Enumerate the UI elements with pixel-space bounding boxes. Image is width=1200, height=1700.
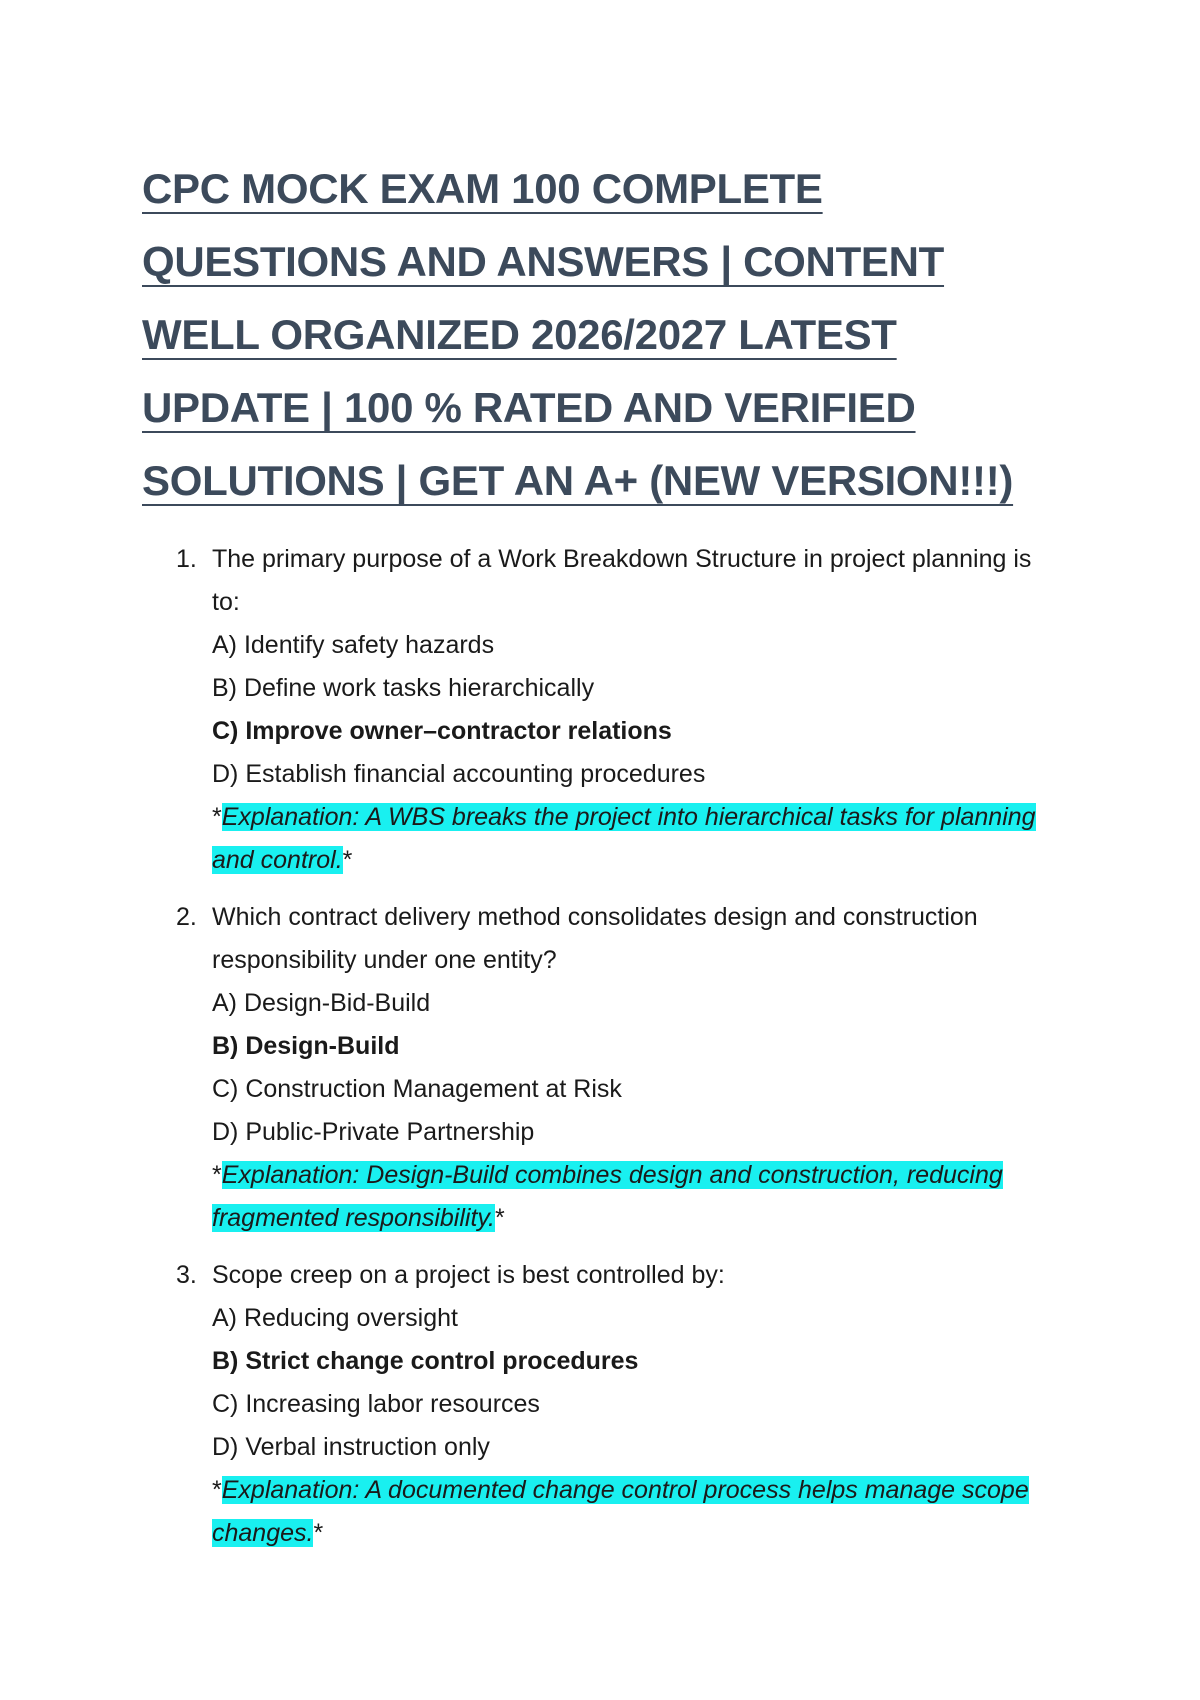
question-item bbox=[176, 538, 1056, 882]
answer-option-a: A) Design-Bid-Build bbox=[212, 989, 431, 1017]
explanation bbox=[212, 796, 1056, 882]
answer-option-d: D) Public-Private Partnership bbox=[212, 1118, 535, 1146]
answer-option-c: C) Construction Management at Risk bbox=[212, 1075, 622, 1103]
explanation-suffix: * bbox=[495, 1204, 505, 1232]
document-title: CPC MOCK EXAM 100 COMPLETE QUESTIONS AND ANSWERS | CONTENT WELL ORGANIZED 2026/2027 LATEST UPDATE | 100 % RATED AND VERIFIED SOLUTIONS | GET AN A+ (NEW VERSION!!!) bbox=[142, 165, 1014, 504]
question-number: 1. bbox=[176, 545, 197, 573]
explanation bbox=[212, 1469, 1056, 1555]
explanation-suffix: * bbox=[342, 846, 353, 874]
answer-option-a: A) Reducing oversight bbox=[212, 1304, 458, 1332]
answer-option-b: B) Design-Build bbox=[212, 1032, 400, 1060]
question-item bbox=[176, 1254, 1056, 1555]
explanation-text: Explanation: A WBS breaks the project into hierarchical tasks for planning and control. bbox=[212, 803, 1036, 874]
question-number: 3. bbox=[176, 1261, 197, 1289]
answer-option-d: D) Verbal instruction only bbox=[212, 1433, 490, 1461]
question-number: 2. bbox=[176, 903, 197, 931]
explanation-prefix: * bbox=[212, 1161, 222, 1189]
answer-option-c: C) Improve owner–contractor relations bbox=[212, 717, 672, 745]
explanation-text: Explanation: A documented change control process helps manage scope changes. bbox=[212, 1476, 1029, 1547]
explanation-text: Explanation: Design-Build combines design and construction, reducing fragmented responsibility. bbox=[212, 1161, 1003, 1232]
answer-option-c: C) Increasing labor resources bbox=[212, 1390, 540, 1418]
answer-option-d: D) Establish financial accounting procedures bbox=[212, 760, 706, 788]
answer-option-b: B) Define work tasks hierarchically bbox=[212, 674, 595, 702]
explanation-prefix: * bbox=[212, 803, 222, 831]
explanation bbox=[212, 1154, 1056, 1240]
answer-option-a: A) Identify safety hazards bbox=[212, 631, 495, 659]
question-text: The primary purpose of a Work Breakdown Structure in project planning is to: bbox=[212, 545, 1032, 616]
explanation-prefix: * bbox=[212, 1476, 222, 1504]
question-item bbox=[176, 896, 1056, 1240]
question-text: Scope creep on a project is best controlled by: bbox=[212, 1261, 725, 1289]
answer-option-b: B) Strict change control procedures bbox=[212, 1347, 639, 1375]
explanation-suffix: * bbox=[313, 1519, 324, 1547]
question-text: Which contract delivery method consolidates design and construction responsibility under one entity? bbox=[212, 903, 978, 974]
question-list bbox=[176, 538, 1056, 1569]
